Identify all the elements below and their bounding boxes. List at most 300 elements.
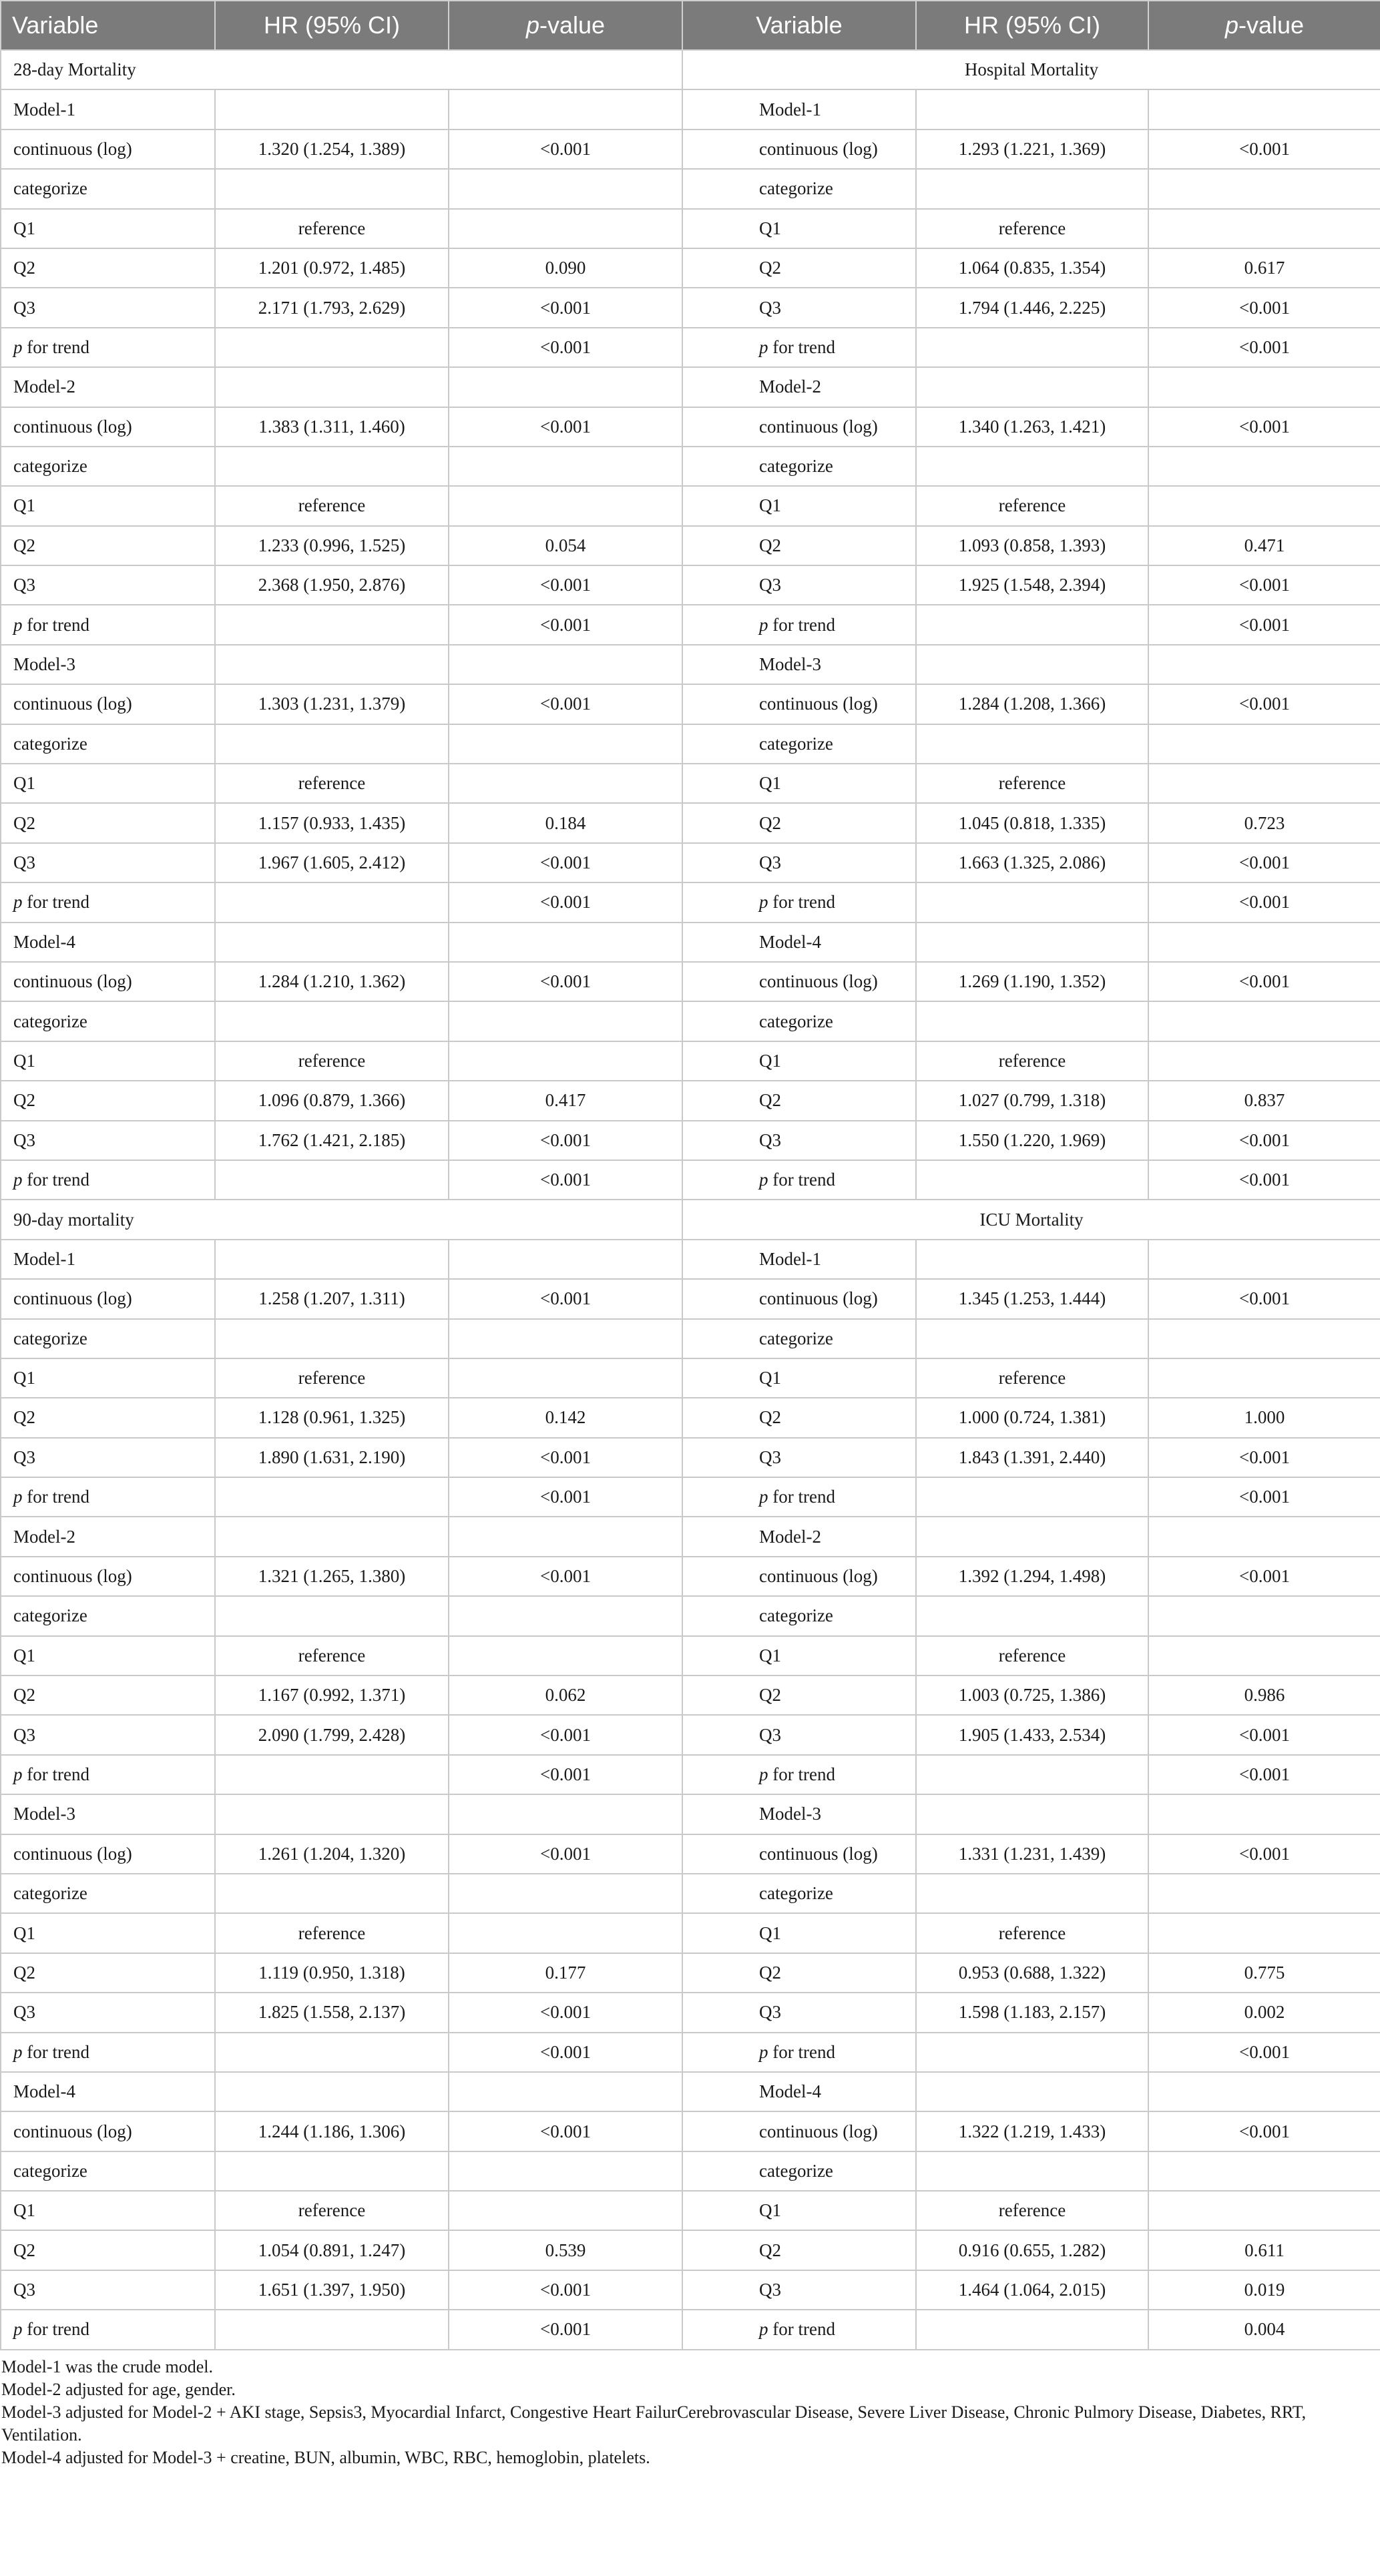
pvalue-cell-left: 0.539 — [449, 2230, 682, 2270]
hr-cell-right — [916, 2151, 1148, 2191]
table-row — [1, 1041, 1380, 1081]
pvalue-cell-left: <0.001 — [449, 962, 682, 1001]
model-label-right: Model-2 — [682, 1517, 916, 1556]
variable-cell-left: p for trend — [1, 1755, 215, 1794]
hr-cell-right — [916, 1240, 1148, 1279]
variable-cell-right: Q2 — [682, 1081, 916, 1120]
pvalue-cell-left — [449, 1001, 682, 1041]
variable-cell-left: Q1 — [1, 1636, 215, 1676]
hr-cell-left: reference — [215, 764, 449, 803]
table-row — [1, 1993, 1380, 2032]
table-row — [1, 1913, 1380, 1953]
variable-cell-right: Q1 — [682, 1636, 916, 1676]
model-label-right: Model-4 — [682, 2072, 916, 2111]
pvalue-cell-right: <0.001 — [1148, 1121, 1380, 1160]
variable-cell-right: categorize — [682, 724, 916, 764]
pvalue-cell-right: <0.001 — [1148, 2111, 1380, 2151]
hr-cell-right: 1.322 (1.219, 1.433) — [916, 2111, 1148, 2151]
variable-cell-left: Q2 — [1, 1953, 215, 1993]
section-title-left: 90-day mortality — [1, 1200, 682, 1239]
hr-cell-left — [215, 1477, 449, 1517]
variable-cell-left: Q3 — [1, 843, 215, 882]
variable-cell-right: Q2 — [682, 526, 916, 565]
pvalue-cell-left — [449, 1874, 682, 1913]
pvalue-cell-left — [449, 1794, 682, 1834]
variable-cell-left: categorize — [1, 2151, 215, 2191]
pvalue-cell-left — [449, 447, 682, 486]
pvalue-cell-left: <0.001 — [449, 288, 682, 327]
pvalue-cell-right — [1148, 2072, 1380, 2111]
hr-cell-right: 1.843 (1.391, 2.440) — [916, 1438, 1148, 1477]
variable-cell-left: continuous (log) — [1, 130, 215, 169]
footnote-model-1: Model-1 was the crude model. — [1, 2356, 213, 2376]
hr-cell-left — [215, 169, 449, 208]
variable-cell-left: Q1 — [1, 1358, 215, 1398]
section-title-right: ICU Mortality — [682, 1200, 1380, 1239]
pvalue-cell-left — [449, 1517, 682, 1556]
hr-cell-left — [215, 1319, 449, 1358]
variable-cell-right: categorize — [682, 1319, 916, 1358]
hr-cell-left: 1.651 (1.397, 1.950) — [215, 2270, 449, 2310]
table-row — [1, 605, 1380, 644]
hr-cell-right: 1.003 (0.725, 1.386) — [916, 1676, 1148, 1715]
pvalue-cell-right — [1148, 1596, 1380, 1635]
pvalue-cell-right — [1148, 1636, 1380, 1676]
hr-cell-right — [916, 1477, 1148, 1517]
variable-cell-right: p for trend — [682, 2310, 916, 2349]
hr-cell-right: reference — [916, 1913, 1148, 1953]
hr-cell-left — [215, 2033, 449, 2072]
hr-cell-left — [215, 2072, 449, 2111]
hr-cell-right — [916, 1517, 1148, 1556]
pvalue-cell-left — [449, 209, 682, 248]
table-row — [1, 923, 1380, 962]
variable-cell-left: Q3 — [1, 2270, 215, 2310]
variable-cell-right: p for trend — [682, 882, 916, 922]
hr-cell-right — [916, 1160, 1148, 1200]
hr-cell-right: 0.916 (0.655, 1.282) — [916, 2230, 1148, 2270]
variable-cell-right: Q2 — [682, 1676, 916, 1715]
hr-cell-right — [916, 1001, 1148, 1041]
hr-cell-right: reference — [916, 2191, 1148, 2230]
table-row — [1, 2310, 1380, 2349]
pvalue-cell-right: <0.001 — [1148, 328, 1380, 367]
pvalue-cell-left — [449, 2151, 682, 2191]
hr-cell-right: reference — [916, 486, 1148, 525]
variable-cell-left: continuous (log) — [1, 1557, 215, 1596]
pvalue-cell-right: 0.002 — [1148, 1993, 1380, 2032]
hr-cell-right: 1.905 (1.433, 2.534) — [916, 1715, 1148, 1754]
pvalue-cell-left: <0.001 — [449, 1279, 682, 1318]
pvalue-cell-right: <0.001 — [1148, 605, 1380, 644]
pvalue-cell-left: <0.001 — [449, 328, 682, 367]
table-row — [1, 1319, 1380, 1358]
section-title-right: Hospital Mortality — [682, 50, 1380, 89]
pvalue-cell-left: 0.417 — [449, 1081, 682, 1120]
variable-cell-left: Q3 — [1, 288, 215, 327]
table-row — [1, 1240, 1380, 1279]
variable-cell-left: Q3 — [1, 1438, 215, 1477]
pvalue-cell-left: 0.062 — [449, 1676, 682, 1715]
pvalue-cell-left: <0.001 — [449, 605, 682, 644]
pvalue-cell-right: <0.001 — [1148, 1438, 1380, 1477]
footnote-model-4: Model-4 adjusted for Model-3 + creatine, BUN, albumin, WBC, RBC, hemoglobin, platelets. — [1, 2447, 650, 2467]
pvalue-cell-right: 0.723 — [1148, 803, 1380, 842]
hr-cell-left: 1.258 (1.207, 1.311) — [215, 1279, 449, 1318]
model-label-left: Model-1 — [1, 1240, 215, 1279]
table-row — [1, 2230, 1380, 2270]
table-row — [1, 130, 1380, 169]
pvalue-cell-left: 0.054 — [449, 526, 682, 565]
hr-cell-left: 1.244 (1.186, 1.306) — [215, 2111, 449, 2151]
pvalue-cell-left — [449, 2072, 682, 2111]
variable-cell-left: categorize — [1, 1001, 215, 1041]
hr-cell-right — [916, 645, 1148, 684]
pvalue-cell-right: 0.611 — [1148, 2230, 1380, 2270]
hr-cell-right — [916, 1794, 1148, 1834]
pvalue-cell-right: <0.001 — [1148, 130, 1380, 169]
hr-cell-left: 1.303 (1.231, 1.379) — [215, 684, 449, 724]
table-row — [1, 1953, 1380, 1993]
table-row — [1, 447, 1380, 486]
variable-cell-left: Q3 — [1, 565, 215, 605]
pvalue-cell-left: <0.001 — [449, 684, 682, 724]
hr-cell-right — [916, 1874, 1148, 1913]
pvalue-cell-left — [449, 1636, 682, 1676]
table-row — [1, 248, 1380, 288]
table-row — [1, 1398, 1380, 1437]
variable-cell-right: continuous (log) — [682, 407, 916, 447]
header-variable-right: Variable — [682, 1, 916, 50]
pvalue-cell-left: <0.001 — [449, 407, 682, 447]
hr-cell-left: reference — [215, 1041, 449, 1081]
variable-cell-right: categorize — [682, 1001, 916, 1041]
variable-cell-left: categorize — [1, 1596, 215, 1635]
variable-cell-right: Q3 — [682, 843, 916, 882]
variable-cell-right: Q3 — [682, 2270, 916, 2310]
header-pvalue-left: p-value — [449, 1, 682, 50]
pvalue-cell-left: <0.001 — [449, 1755, 682, 1794]
pvalue-cell-left: <0.001 — [449, 130, 682, 169]
variable-cell-right: continuous (log) — [682, 2111, 916, 2151]
table-row — [1, 209, 1380, 248]
table-row — [1, 1001, 1380, 1041]
hr-cell-right: reference — [916, 1041, 1148, 1081]
table-body — [1, 50, 1380, 2350]
hr-cell-right — [916, 1596, 1148, 1635]
table-row — [1, 1715, 1380, 1754]
model-label-right: Model-1 — [682, 89, 916, 129]
table-row — [1, 565, 1380, 605]
hr-cell-left — [215, 645, 449, 684]
hr-cell-right: 1.284 (1.208, 1.366) — [916, 684, 1148, 724]
pvalue-cell-right: <0.001 — [1148, 1477, 1380, 1517]
pvalue-cell-left — [449, 724, 682, 764]
table-row — [1, 89, 1380, 129]
variable-cell-left: p for trend — [1, 1477, 215, 1517]
model-label-left: Model-3 — [1, 1794, 215, 1834]
variable-cell-right: Q3 — [682, 1438, 916, 1477]
variable-cell-left: categorize — [1, 169, 215, 208]
table-row — [1, 1279, 1380, 1318]
table-row — [1, 169, 1380, 208]
hr-cell-left: 1.128 (0.961, 1.325) — [215, 1398, 449, 1437]
variable-cell-left: p for trend — [1, 2310, 215, 2349]
hr-cell-right: 1.293 (1.221, 1.369) — [916, 130, 1148, 169]
table-row — [1, 882, 1380, 922]
variable-cell-right: Q1 — [682, 1358, 916, 1398]
pvalue-cell-left: 0.142 — [449, 1398, 682, 1437]
hr-cell-left — [215, 1874, 449, 1913]
hr-cell-left — [215, 2151, 449, 2191]
table-row — [1, 2151, 1380, 2191]
pvalue-cell-left: 0.184 — [449, 803, 682, 842]
variable-cell-right: continuous (log) — [682, 962, 916, 1001]
variable-cell-right: continuous (log) — [682, 130, 916, 169]
pvalue-cell-left — [449, 1240, 682, 1279]
hr-cell-left: 1.167 (0.992, 1.371) — [215, 1676, 449, 1715]
variable-cell-left: Q2 — [1, 248, 215, 288]
pvalue-cell-left: <0.001 — [449, 1477, 682, 1517]
variable-cell-right: Q3 — [682, 1993, 916, 2032]
table-row — [1, 50, 1380, 89]
pvalue-cell-left — [449, 486, 682, 525]
hr-cell-right: 1.027 (0.799, 1.318) — [916, 1081, 1148, 1120]
hr-cell-left — [215, 882, 449, 922]
pvalue-cell-right — [1148, 209, 1380, 248]
pvalue-cell-left: <0.001 — [449, 1160, 682, 1200]
variable-cell-right: categorize — [682, 447, 916, 486]
hr-cell-left: 1.825 (1.558, 2.137) — [215, 1993, 449, 2032]
hr-cell-right: 1.464 (1.064, 2.015) — [916, 2270, 1148, 2310]
variable-cell-right: p for trend — [682, 328, 916, 367]
pvalue-cell-right: <0.001 — [1148, 565, 1380, 605]
pvalue-cell-left — [449, 1041, 682, 1081]
table-row — [1, 2191, 1380, 2230]
pvalue-cell-left: <0.001 — [449, 1121, 682, 1160]
pvalue-cell-right: <0.001 — [1148, 882, 1380, 922]
hr-cell-right — [916, 923, 1148, 962]
hr-cell-right: 1.331 (1.231, 1.439) — [916, 1834, 1148, 1874]
pvalue-cell-right: 0.617 — [1148, 248, 1380, 288]
table-row — [1, 1477, 1380, 1517]
pvalue-cell-left — [449, 1596, 682, 1635]
footnote-model-2: Model-2 adjusted for age, gender. — [1, 2379, 236, 2399]
table-row — [1, 486, 1380, 525]
hr-cell-left — [215, 923, 449, 962]
pvalue-cell-right: 0.004 — [1148, 2310, 1380, 2349]
hr-cell-left: reference — [215, 486, 449, 525]
table-row — [1, 367, 1380, 407]
hr-cell-left — [215, 447, 449, 486]
pvalue-cell-left — [449, 169, 682, 208]
hr-cell-left: reference — [215, 1358, 449, 1398]
hr-cell-left — [215, 328, 449, 367]
table-row — [1, 2072, 1380, 2111]
pvalue-cell-right: 1.000 — [1148, 1398, 1380, 1437]
pvalue-cell-right — [1148, 89, 1380, 129]
hr-cell-left — [215, 367, 449, 407]
variable-cell-left: continuous (log) — [1, 962, 215, 1001]
variable-cell-right: categorize — [682, 2151, 916, 2191]
header-pvalue-right: p-value — [1148, 1, 1380, 50]
pvalue-cell-right — [1148, 923, 1380, 962]
hr-cell-left: reference — [215, 1913, 449, 1953]
variable-cell-left: continuous (log) — [1, 407, 215, 447]
hr-cell-left — [215, 2310, 449, 2349]
pvalue-cell-right: <0.001 — [1148, 1279, 1380, 1318]
pvalue-cell-right — [1148, 645, 1380, 684]
pvalue-cell-right: <0.001 — [1148, 1755, 1380, 1794]
footnote-model-3: Model-3 adjusted for Model-2 + AKI stage, Sepsis3, Myocardial Infarct, Congestive Heart FailurCerebrovascular Disease, Severe Liver Disease, Chronic Pulmory Disease, Diabetes, RRT, Ventilation. — [1, 2402, 1307, 2444]
pvalue-cell-left: 0.177 — [449, 1953, 682, 1993]
variable-cell-right: Q1 — [682, 1913, 916, 1953]
table-row — [1, 962, 1380, 1001]
variable-cell-left: Q3 — [1, 1121, 215, 1160]
pvalue-cell-right — [1148, 447, 1380, 486]
hr-cell-left — [215, 1517, 449, 1556]
hr-cell-left: 1.096 (0.879, 1.366) — [215, 1081, 449, 1120]
variable-cell-right: continuous (log) — [682, 684, 916, 724]
table-header — [1, 1, 1380, 50]
variable-cell-right: Q1 — [682, 764, 916, 803]
model-label-left: Model-1 — [1, 89, 215, 129]
pvalue-cell-left: <0.001 — [449, 2270, 682, 2310]
hr-cell-right: 1.340 (1.263, 1.421) — [916, 407, 1148, 447]
pvalue-cell-right — [1148, 1319, 1380, 1358]
model-label-right: Model-4 — [682, 923, 916, 962]
variable-cell-left: Q2 — [1, 1081, 215, 1120]
variable-cell-right: Q1 — [682, 486, 916, 525]
pvalue-cell-right — [1148, 367, 1380, 407]
table-row — [1, 1636, 1380, 1676]
hr-cell-right: 1.269 (1.190, 1.352) — [916, 962, 1148, 1001]
pvalue-cell-right — [1148, 2151, 1380, 2191]
pvalue-cell-right: 0.775 — [1148, 1953, 1380, 1993]
variable-cell-left: Q1 — [1, 486, 215, 525]
variable-cell-right: continuous (log) — [682, 1834, 916, 1874]
model-label-right: Model-2 — [682, 367, 916, 407]
pvalue-cell-right: 0.986 — [1148, 1676, 1380, 1715]
variable-cell-left: categorize — [1, 1874, 215, 1913]
hr-cell-left — [215, 1240, 449, 1279]
table-row — [1, 1200, 1380, 1239]
pvalue-cell-right: <0.001 — [1148, 1834, 1380, 1874]
variable-cell-right: p for trend — [682, 605, 916, 644]
variable-cell-left: Q1 — [1, 209, 215, 248]
pvalue-cell-right: <0.001 — [1148, 684, 1380, 724]
header-hr-right: HR (95% CI) — [916, 1, 1148, 50]
table-row — [1, 2111, 1380, 2151]
hr-cell-right — [916, 2310, 1148, 2349]
table-row — [1, 724, 1380, 764]
variable-cell-right: Q2 — [682, 1398, 916, 1437]
variable-cell-right: categorize — [682, 1596, 916, 1635]
variable-cell-right: Q2 — [682, 2230, 916, 2270]
variable-cell-left: categorize — [1, 1319, 215, 1358]
hr-cell-right: 1.345 (1.253, 1.444) — [916, 1279, 1148, 1318]
pvalue-cell-left: <0.001 — [449, 1993, 682, 2032]
variable-cell-left: Q1 — [1, 2191, 215, 2230]
variable-cell-right: p for trend — [682, 1477, 916, 1517]
table-row — [1, 2270, 1380, 2310]
table-row — [1, 645, 1380, 684]
pvalue-cell-right — [1148, 486, 1380, 525]
model-label-right: Model-3 — [682, 645, 916, 684]
hr-cell-left — [215, 1596, 449, 1635]
table-row — [1, 1557, 1380, 1596]
hr-cell-left: reference — [215, 209, 449, 248]
pvalue-cell-right — [1148, 1358, 1380, 1398]
table-row — [1, 1596, 1380, 1635]
hr-cell-left: 2.368 (1.950, 2.876) — [215, 565, 449, 605]
pvalue-cell-right: <0.001 — [1148, 962, 1380, 1001]
variable-cell-left: categorize — [1, 447, 215, 486]
model-label-left: Model-3 — [1, 645, 215, 684]
variable-cell-left: Q3 — [1, 1715, 215, 1754]
variable-cell-left: continuous (log) — [1, 1279, 215, 1318]
hr-cell-right — [916, 89, 1148, 129]
hr-cell-right: reference — [916, 209, 1148, 248]
table-row — [1, 684, 1380, 724]
variable-cell-left: continuous (log) — [1, 2111, 215, 2151]
model-label-left: Model-2 — [1, 1517, 215, 1556]
pvalue-cell-left: <0.001 — [449, 1834, 682, 1874]
variable-cell-left: Q2 — [1, 1398, 215, 1437]
pvalue-cell-left: <0.001 — [449, 2033, 682, 2072]
pvalue-cell-right — [1148, 1041, 1380, 1081]
variable-cell-right: Q3 — [682, 288, 916, 327]
variable-cell-left: p for trend — [1, 882, 215, 922]
hr-cell-left: 1.157 (0.933, 1.435) — [215, 803, 449, 842]
variable-cell-right: Q1 — [682, 209, 916, 248]
hr-cell-right: 1.550 (1.220, 1.969) — [916, 1121, 1148, 1160]
table-row — [1, 1438, 1380, 1477]
variable-cell-right: Q2 — [682, 248, 916, 288]
pvalue-cell-left — [449, 1319, 682, 1358]
pvalue-cell-left: <0.001 — [449, 1557, 682, 1596]
hr-cell-right: 1.598 (1.183, 2.157) — [916, 1993, 1148, 2032]
pvalue-cell-left — [449, 1358, 682, 1398]
variable-cell-right: categorize — [682, 169, 916, 208]
pvalue-cell-right: <0.001 — [1148, 843, 1380, 882]
pvalue-cell-left — [449, 764, 682, 803]
hr-cell-right: reference — [916, 764, 1148, 803]
hr-cell-right: 1.093 (0.858, 1.393) — [916, 526, 1148, 565]
table-row — [1, 1121, 1380, 1160]
hr-cell-right: reference — [916, 1358, 1148, 1398]
pvalue-cell-right: <0.001 — [1148, 407, 1380, 447]
section-title-left: 28-day Mortality — [1, 50, 682, 89]
hr-cell-right — [916, 1755, 1148, 1794]
variable-cell-left: Q2 — [1, 2230, 215, 2270]
hr-cell-left: 1.201 (0.972, 1.485) — [215, 248, 449, 288]
table-row — [1, 803, 1380, 842]
header-hr-left: HR (95% CI) — [215, 1, 449, 50]
hr-cell-left — [215, 1001, 449, 1041]
table-row — [1, 1160, 1380, 1200]
variable-cell-right: p for trend — [682, 1755, 916, 1794]
table-row — [1, 764, 1380, 803]
hr-cell-right — [916, 2072, 1148, 2111]
table-row — [1, 2033, 1380, 2072]
hr-cell-right — [916, 328, 1148, 367]
pvalue-cell-left: 0.090 — [449, 248, 682, 288]
hr-cell-left — [215, 605, 449, 644]
hr-cell-left: reference — [215, 1636, 449, 1676]
hr-cell-left — [215, 89, 449, 129]
pvalue-cell-left: <0.001 — [449, 2310, 682, 2349]
